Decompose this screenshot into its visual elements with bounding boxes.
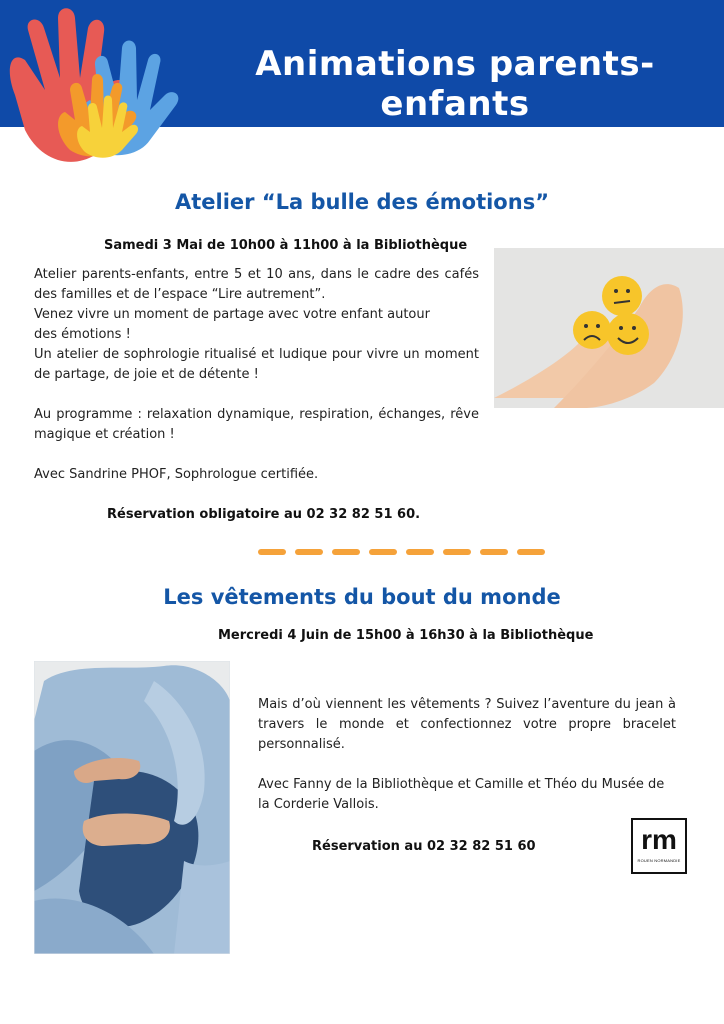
event1-p2a: Venez vivre un moment de partage avec votre enfant autour [34, 307, 430, 322]
section-divider [258, 549, 548, 557]
event2-description [258, 695, 676, 815]
rouen-normandie-logo [631, 818, 687, 874]
event2-title: Les vêtements du bout du monde [163, 585, 561, 609]
hands-logo [0, 0, 215, 210]
event1-reservation: Réservation obligatoire au 02 32 82 51 60. [107, 507, 421, 522]
event1-p1: Atelier parents-enfants, entre 5 et 10 ans, dans le cadre des cafés des familles et de l’espace “Lire autrement”. [34, 267, 479, 302]
event1-p3: Un atelier de sophrologie ritualisé et ludique pour vivre un moment de partage, de joie et de détente ! [34, 347, 479, 382]
event2-reservation: Réservation au 02 32 82 51 60 [312, 839, 536, 854]
logo-caption: ROUEN NORMANDIE [637, 858, 681, 863]
event1-p2b: des émotions ! [34, 327, 131, 342]
sad-smiley-icon [573, 311, 611, 349]
happy-smiley-icon [607, 313, 649, 355]
event1-p4: Au programme : relaxation dynamique, respiration, échanges, rêve magique et création ! [34, 407, 479, 442]
neutral-smiley-icon [602, 276, 642, 316]
page-title: Animations parents-enfants [255, 44, 655, 124]
right-hand [83, 814, 170, 847]
event1-date: Samedi 3 Mai de 10h00 à 11h00 à la Bibliothèque [104, 238, 468, 253]
emotions-photo [494, 248, 724, 408]
event1-description [34, 265, 479, 485]
event2-p1: Mais d’où viennent les vêtements ? Suivez l’aventure du jean à travers le monde et confectionnez votre propre bracelet personnalisé. [258, 697, 676, 752]
event2-p2: Avec Fanny de la Bibliothèque et Camille et Théo du Musée de la Corderie Vallois. [258, 777, 665, 812]
jeans-photo [34, 661, 230, 954]
event2-date: Mercredi 4 Juin de 15h00 à 16h30 à la Bibliothèque [218, 628, 594, 643]
event1-p5: Avec Sandrine PHOF, Sophrologue certifiée. [34, 467, 319, 482]
event1-title: Atelier “La bulle des émotions” [175, 190, 549, 214]
logo-text: rm [641, 824, 677, 855]
